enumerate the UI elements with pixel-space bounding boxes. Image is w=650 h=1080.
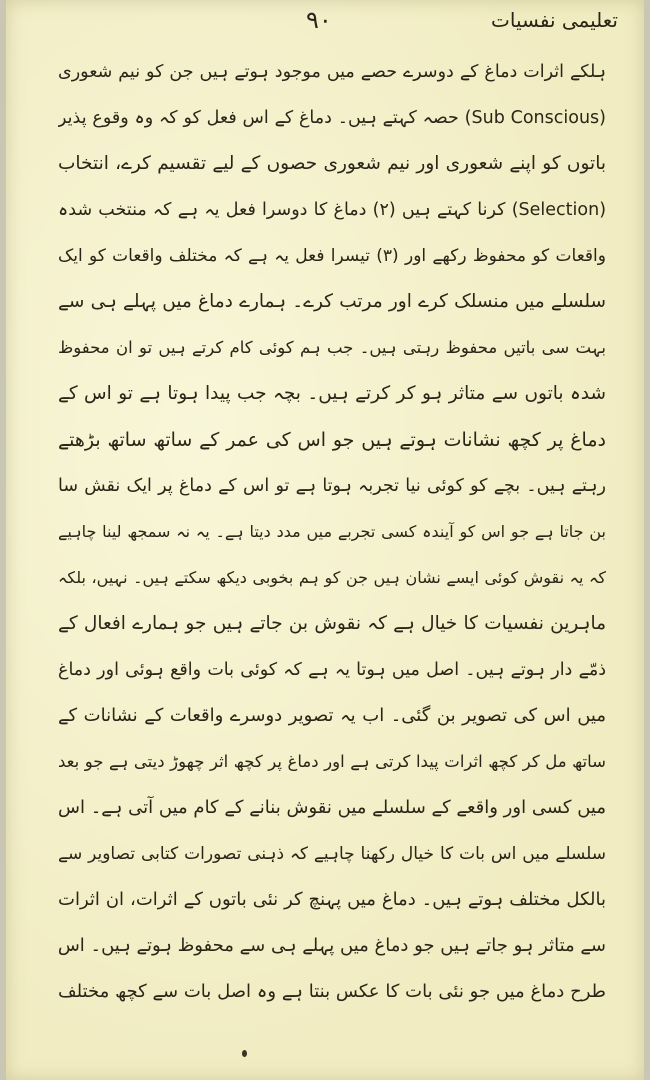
text-line: واقعات کو محفوظ رکھے اور (۳) تیسرا فعل یہ ہے کہ مختلف واقعات کو ایک: [58, 246, 606, 266]
text-line: ساتھ مل کر کچھ اثرات پیدا کرتی ہے اور دماغ پر کچھ اثر چھوڑ دیتی ہے جو بعد: [58, 752, 606, 771]
text-line: دماغ پر کچھ نشانات ہوتے ہیں جو اس کی عمر کے ساتھ ساتھ بڑھتے: [58, 429, 606, 451]
text-line: بالکل مختلف ہوتے ہیں۔ دماغ میں پہنچ کر نئی باتوں کے اثرات، ان اثرات: [58, 889, 606, 910]
text-line: سلسلے میں منسلک کرے اور مرتب کرے۔ ہمارے دماغ میں پہلے ہی سے: [58, 291, 606, 312]
text-line: سے متاثر ہو جاتے ہیں جو دماغ میں پہلے ہی سے محفوظ ہوتے ہیں۔ اس: [58, 935, 606, 956]
text-line: (Sub Conscious) حصہ کہتے ہیں۔ دماغ کے اس فعل کو کہ وہ وقوع پذیر: [58, 108, 606, 128]
text-line: ہلکے اثرات دماغ کے دوسرے حصے میں موجود ہوتے ہیں جن کو نیم شعوری: [58, 62, 606, 82]
text-line: ذمّے دار ہوتے ہیں۔ اصل میں ہوتا یہ ہے کہ کوئی بات واقع ہوئی اور دماغ: [58, 660, 606, 680]
text-line: رہتے ہیں۔ بچے کو کوئی نیا تجربہ ہوتا ہے تو اس کے دماغ پر ایک نقش سا: [58, 476, 606, 496]
text-line: شدہ باتوں سے متاثر ہو کر کرتے ہیں۔ بچہ جب پیدا ہوتا ہے تو اس کے: [58, 383, 606, 404]
text-line: بن جاتا ہے جو اس کو آیندہ کسی تجربے میں مدد دیتا ہے۔ یہ نہ سمجھ لینا چاہیے: [58, 522, 606, 541]
text-line: (Selection) کرنا کہتے ہیں (۲) دماغ کا دوسرا فعل یہ ہے کہ منتخب شدہ: [58, 200, 606, 220]
text-line: سلسلے میں اس بات کا خیال رکھنا چاہیے کہ ذہنی تصورات کتابی تصاویر سے: [58, 844, 606, 864]
text-line: میں کسی اور واقعے کے سلسلے میں نقوش بنانے کے کام میں آتی ہے۔ اس: [58, 797, 606, 818]
ink-dot: [242, 1050, 247, 1057]
book-page: [6, 0, 644, 1080]
page-number: ٩٠: [306, 6, 332, 34]
text-line: باتوں کو اپنے شعوری اور نیم شعوری حصوں کے لیے تقسیم کرے، انتخاب: [58, 153, 606, 174]
text-line: میں اس کی تصویر بن گئی۔ اب یہ تصویر دوسرے واقعات کے نشانات کے: [58, 705, 606, 726]
page-header: [6, 6, 644, 36]
text-line: طرح دماغ میں جو نئی بات کا عکس بنتا ہے وہ اصل بات سے کچھ مختلف: [58, 981, 606, 1002]
text-line: بہت سی باتیں محفوظ رہتی ہیں۔ جب ہم کوئی کام کرتے ہیں تو ان محفوظ: [58, 338, 606, 357]
text-line: ماہرین نفسیات کا خیال ہے کہ نقوش بن جاتے ہیں جو ہمارے افعال کے: [58, 613, 606, 634]
running-head: تعلیمی نفسیات: [491, 8, 618, 32]
text-line: کہ یہ نقوش کوئی ایسے نشان ہیں جن کو ہم بخوبی دیکھ سکتے ہیں۔ نہیں، بلکہ: [58, 568, 606, 587]
